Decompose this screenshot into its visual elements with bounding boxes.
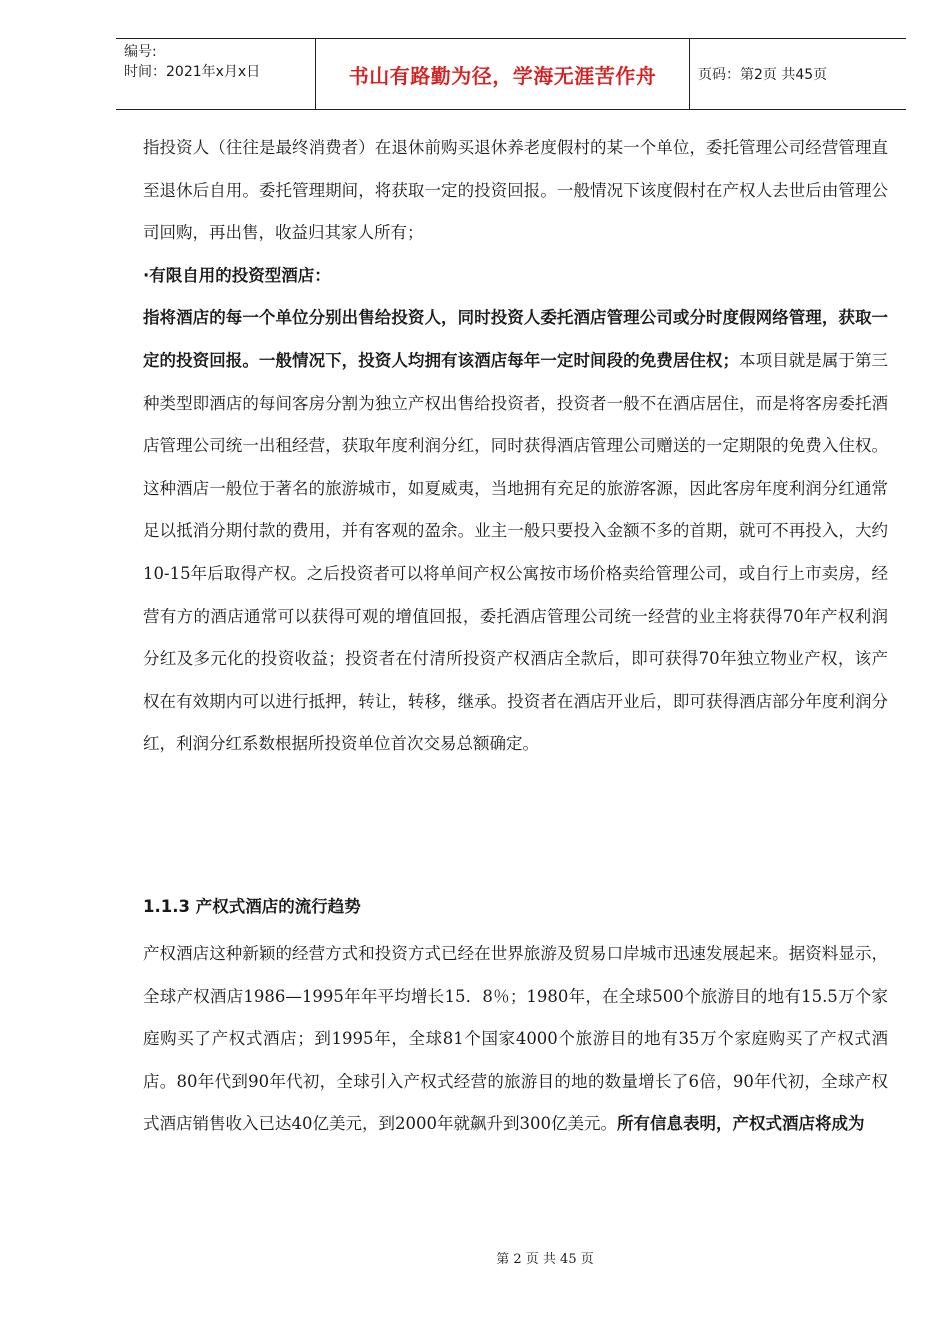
paragraph-subtitle: ·有限自用的投资型酒店：: [143, 265, 331, 285]
header-page-info: 页码：第2页 共45页: [698, 67, 828, 83]
paragraph-rest: 本项目就是属于第三种类型即酒店的每间客房分割为独立产权出售给投资者，投资者一般不在酒店居住，而是将客房委托酒店管理公司统一出租经营，获取年度利润分红，同时获得酒店管理公司赠送的一定期限的免费入住权。这种酒店一般位于著名的旅游城市，如夏威夷，当地拥有充足的旅游客源，因此客房年度利润分红通常足以抵消分期付款的费用，并有客观的盈余。业主一般只要投入金额不多的首期，就可不再投入，大约10-15年后取得产权。之后投资者可以将单间产权公寓按市场价格卖给管理公司，或自行上市卖房，经营有方的酒店通常可以获得可观的增值回报，委托酒店管理公司统一经营的业主将获得70年产权利润分红及多元化的投资收益；投资者在付清所投资产权酒店全款后，即可获得70年独立物业产权，该产权在有效期内可以进行抵押，转让，转移，继承。投资者在酒店开业后，即可获得酒店部分年度利润分红，利润分红系数根据所投资单位首次交易总额确定。: [143, 350, 889, 754]
section-text: 产权酒店这种新颖的经营方式和投资方式已经在世界旅游及贸易口岸城市迅速发展起来。据资料显示，全球产权酒店1986—1995年年平均增长15．8％；1980年，在全球500个旅游目的地有15.5万个家庭购买了产权式酒店；到1995年，全球81个国家4000个旅游目的地有35万个家庭购买了产权式酒店。80年代到90年代初，全球引入产权式经营的旅游目的地的数量增长了6倍，90年代初，全球产权式酒店销售收入已达40亿美元，到2000年就飙升到300亿美元。: [143, 944, 888, 1134]
paragraph-investment-hotel: [143, 297, 888, 766]
main-body: [143, 127, 888, 766]
paragraph-retirement: 指投资人（往往是最终消费者）在退休前购买退休养老度假村的某一个单位，委托管理公司经营管理直至退休后自用。委托管理期间，将获取一定的投资回报。一般情况下该度假村在产权人去世后由管理公司回购，再出售，收益归其家人所有；: [143, 138, 888, 243]
section-heading: 1.1.3 产权式酒店的流行趋势: [143, 897, 361, 916]
header-meta: [116, 39, 316, 109]
document-time-label: 时间：2021年x月x日: [124, 64, 261, 80]
page-footer: 第 2 页 共 45 页: [496, 1252, 594, 1267]
section-text-bold: 所有信息表明，产权式酒店将成为: [616, 1114, 865, 1134]
paragraph-bold-lead: 指将酒店的每一个单位分别出售给投资人，同时投资人委托酒店管理公司或分时度假网络管理，获取一定的投资回报。一般情况下，投资人均拥有该酒店每年一定时间段的免费居住权；: [143, 308, 888, 370]
section-body: [143, 933, 888, 1146]
header-motto: 书山有路勤为径，学海无涯苦作舟: [316, 39, 690, 109]
document-number-label: 编号:: [124, 44, 157, 60]
page-header: [116, 38, 906, 110]
